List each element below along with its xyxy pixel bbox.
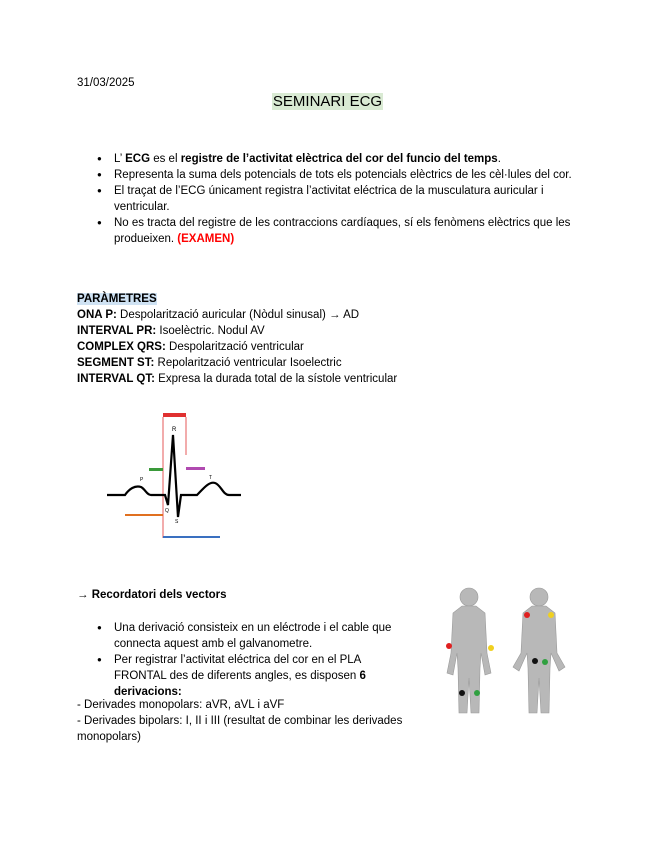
ecg-waveform-diagram	[105, 405, 245, 542]
vectors-title: → Recordatori dels vectors	[77, 589, 227, 601]
list-item: ● Per registrar l’activitat eléctrica del cor en el PLA FRONTAL des de diferents angles, es disposen 6 derivacions:	[77, 652, 407, 700]
electrode-yellow-left-arm	[488, 645, 494, 651]
list-item: ● L’ ECG es el registre de l’activitat elèctrica del cor del funcio del temps.	[77, 151, 572, 167]
t-marker	[186, 467, 205, 470]
pr-interval-bar	[125, 514, 163, 516]
monopolar-line: - Derivades monopolars: aVR, aVL i aVF	[77, 699, 285, 711]
list-item: ● El traçat de l’ECG únicament registra l’activitat eléctrica de la musculatura auricular i ventricular.	[77, 183, 572, 215]
list-item: ● Una derivació consisteix en un eléctrode i el cable que connecta aquest amb el galvanometre.	[77, 620, 407, 652]
electrode-black-back	[532, 658, 538, 664]
electrode-green-back	[542, 659, 548, 665]
vectors-list	[77, 620, 407, 700]
document-date: 31/03/2025	[77, 77, 135, 89]
back-body	[513, 606, 565, 713]
parameters-section	[77, 291, 577, 387]
electrode-red-back	[524, 612, 530, 618]
r-label: R	[172, 427, 177, 433]
exam-tag: (EXAMEN)	[177, 233, 235, 245]
qt-interval-bar	[163, 536, 220, 538]
intro-list	[77, 151, 572, 247]
electrode-green-left-leg	[474, 690, 480, 696]
parameters-heading: PARÀMETRES	[77, 293, 157, 305]
ecg-trace	[107, 435, 241, 517]
list-item: ● Representa la suma dels potencials de tots els potencials elèctrics de les cèl·lules del cor.	[77, 167, 572, 183]
param-row: INTERVAL PR: Isoelèctric. Nodul AV	[77, 325, 265, 337]
front-head	[460, 588, 478, 606]
param-row: INTERVAL QT: Expresa la durada total de la sístole ventricular	[77, 373, 398, 385]
param-row: COMPLEX QRS: Despolarització ventricular	[77, 341, 304, 353]
electrode-yellow-back	[548, 612, 554, 618]
st-marker	[149, 468, 163, 471]
param-row: ONA P: Despolarització auricular (Nòdul sinusal) → AD	[77, 309, 360, 321]
qrs-marker	[163, 413, 186, 417]
t-label: T	[209, 475, 213, 481]
front-body	[447, 606, 491, 713]
page-title: SEMINARI ECG	[272, 93, 383, 110]
electrode-placement-figure	[433, 583, 575, 718]
p-label: P	[140, 477, 144, 483]
bipolar-line: - Derivades bipolars: I, II i III (resultat de combinar les derivades monopolars)	[77, 715, 403, 743]
s-label: S	[175, 519, 179, 525]
electrode-red-right-arm	[446, 643, 452, 649]
back-head	[530, 588, 548, 606]
derivations-text	[77, 697, 417, 745]
list-item: ● No es tracta del registre de les contraccions cardíaques, sí els fenòmens elèctrics que les produeixen. (EXAMEN)	[77, 215, 572, 247]
param-row: SEGMENT ST: Repolarització ventricular Isoelectric	[77, 357, 342, 369]
q-label: Q	[165, 508, 169, 514]
page-title-wrap	[0, 93, 655, 110]
electrode-black-right-leg	[459, 690, 465, 696]
